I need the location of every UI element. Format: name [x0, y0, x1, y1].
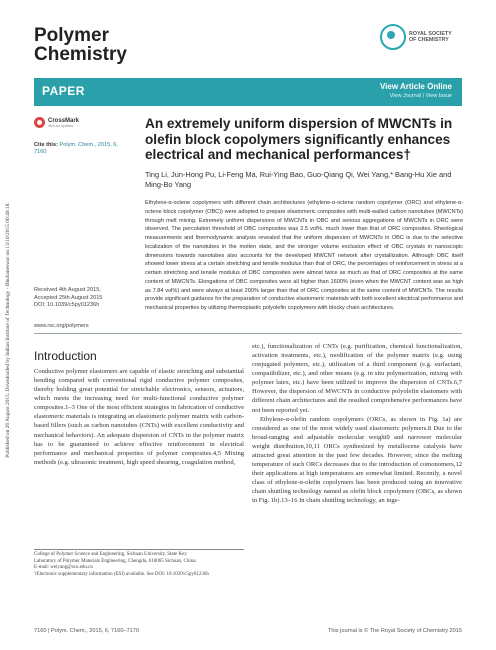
download-side-note [3, 70, 13, 590]
affiliation-line2: Laboratory of Polymer Materials Engineering, Chengdu, 610065 Sichuan, China. [34, 558, 197, 564]
footnote-rule [34, 549, 244, 550]
journal-url-link[interactable]: www.rsc.org/polymers [34, 323, 89, 329]
affiliation-line1: College of Polymer Science and Engineering, Sichuan University, State Key [34, 552, 187, 557]
paper-type-label: PAPER [42, 84, 85, 98]
view-article-online-link[interactable]: View Article Online [379, 82, 452, 91]
received-date: Received 4th August 2015, [34, 287, 101, 293]
rsc-emblem-icon [380, 24, 406, 50]
introduction-heading: Introduction [34, 349, 97, 363]
rsc-logo-line2: OF CHEMISTRY [409, 37, 449, 43]
journal-title-line1: Polymer [34, 25, 109, 46]
crossmark-sub: click for updates [48, 123, 74, 128]
view-journal-issue-links[interactable]: View Journal | View Issue [389, 93, 452, 99]
citation [34, 142, 129, 156]
footer-copyright: This journal is © The Royal Society of Chemistry 2015 [328, 628, 462, 634]
footnotes [34, 552, 244, 578]
affiliation-email[interactable]: E-mail: weiyang@scu.edu.cn [34, 565, 93, 571]
cite-prefix: Cite this: [34, 142, 58, 148]
crossmark-icon [34, 117, 45, 128]
paper-banner [34, 78, 462, 106]
journal-title-line2: Chemistry [34, 44, 127, 65]
download-side-note-text: Published on 26 August 2015. Downloaded by Indian Institute of Technology - Bhubaneswar on 13/10/2015 00:49:18. [5, 202, 11, 458]
esi-note: †Electronic supplementary information (ESI) available. See DOI: 10.1039/c5py01236h [34, 571, 209, 577]
intro-right-paragraph-1: etc.), functionalization of CNTs (e.g. purification, chemical functionalization, activation treatments, etc.), modification of the polymer matrix (e.g. using conjugated polymers, etc.), utilization of a third component (e.g. surfactant, compatibilizer, etc.), and other means (e.g. in situ polymerization, mixing with polymer latex, etc.) have been utilized to improve the dispersion of CNTs.6,7 However, the dispersion of MWCNTs in conductive polyolefin elastomers with different chain architectures and the resulted comprehensive performances have not been reported yet. [252, 343, 462, 414]
journal-title [34, 26, 127, 64]
intro-right-column [252, 342, 462, 505]
crossmark-label: CrossMark [48, 117, 80, 124]
section-divider [34, 333, 462, 334]
footer-page-info: 7160 | Polym. Chem., 2015, 6, 7160–7170 [34, 628, 140, 634]
intro-right-paragraph-2: Ethylene-α-olefin random copolymers (ORCs, as shown in Fig. 1a) are considered as one of the most widely used elastomeric polymers.8 Due to the broad-ranging and adjustable molecular weight9 and narrower molecular weight distribution,10,11 ORCs synthesized by metallocene catalysts have attracted great attention in the past few decades. However, since the melting temperature of such ORCs decreases due to the introduction of comonomers,12 their applications at high temperatures are somewhat limited. Recently, a novel class of ethylene-α-olefin copolymers has been produced using an innovative chain shuttling technology named as olefin block copolymers (OBCs, as shown in Fig. 1b).13–16 In chain shuttling technology, an inge- [252, 415, 462, 505]
rsc-logo-line1: ROYAL SOCIETY [409, 30, 452, 37]
intro-left-column: Conductive polymer elastomers are capable of elastic stretching and substantial bending compared with conventional rigid conductive polymer composites, thereby holding great potential for stretchable electronics, sensors, actuators, which meets the increasing need for multi-functional conductive polymer composites.1–3 One of the most efficient strategies in fabrication of conductive elastomeric materials is integrating an elastomeric polymer matrix with carbon-based fillers (such as carbon nanotubes (CNTs) with excellent conductivity and mechanical behaviors). An adequate dispersion of CNTs in the polymer matrix has to be guaranteed to achieve effective reinforcement in electrical performance and mechanical properties of polymer composites.4,5 Mixing methods (e.g. ultrasonic treatment, high speed shearing, coagulation method, [34, 368, 244, 466]
accepted-date: Accepted 25th August 2015 [34, 294, 103, 301]
cite-text[interactable]: Polym. Chem., 2015, 6, 7160 [34, 142, 118, 155]
received-info [34, 287, 134, 310]
abstract: Ethylene-α-octene copolymers with different chain architectures (ethylene-α-octene random copolymer (ORC) and ethylene-α-octene block copolymer (OBC)) were adopted to prepare elastomeric composites with multi-walled carbon nanotubes (MWCNTs) through melt mixing. Extremely uniform dispersions of MWCNTs in OBC and serious aggregations of MWCNTs in ORC were observed. The percolation threshold of OBC composites was 2.5 vol%, much lower than that of ORC composites. Rheological measurements and thermodynamic analysis revealed that the uniform dispersion of MWCNTs in OBC is due to the selective localization of the nanotubes in the molten state, and the stronger volume exclusion effect of OBC crystals in nanoscopic dimensions towards nanotubes also accounts for the developed MWCNT network after crystallization. Although OBC itself showed lower stress at a certain stretching and tensile modulus than that of ORC, the percentages of reinforcement in stress at a certain stretching and tensile modulus of OBC composites were almost twice as much as that of ORC composites at the same content of MWCNTs. Elongations of OBC composites were all higher than 1600% (even when the MWCNT content was as high as 7.84 vol%) and were always at least 200% larger than that of ORC composites at the same content of MWCNTs. The results provide significant guidance for the preparation of conductive elastomeric materials with both excellent electrical performance and mechanical properties by utilizing thermoplastic polyolefin copolymers with blocky chain architectures. [145, 200, 463, 311]
rsc-logo [380, 24, 452, 50]
article-title: An extremely uniform dispersion of MWCNTs in olefin block copolymers significantly enhances electrical and mechanical performances† [145, 116, 453, 162]
rsc-logo-text [409, 31, 452, 44]
crossmark-button[interactable] [34, 117, 79, 128]
doi[interactable]: DOI: 10.1039/c5py01236h [34, 302, 100, 309]
author-list: Ting Li, Jun-Hong Pu, Li-Feng Ma, Rui-Ying Bao, Guo-Qiang Qi, Wei Yang,* Bang-Hu Xie and Ming-Bo Yang [145, 170, 452, 189]
